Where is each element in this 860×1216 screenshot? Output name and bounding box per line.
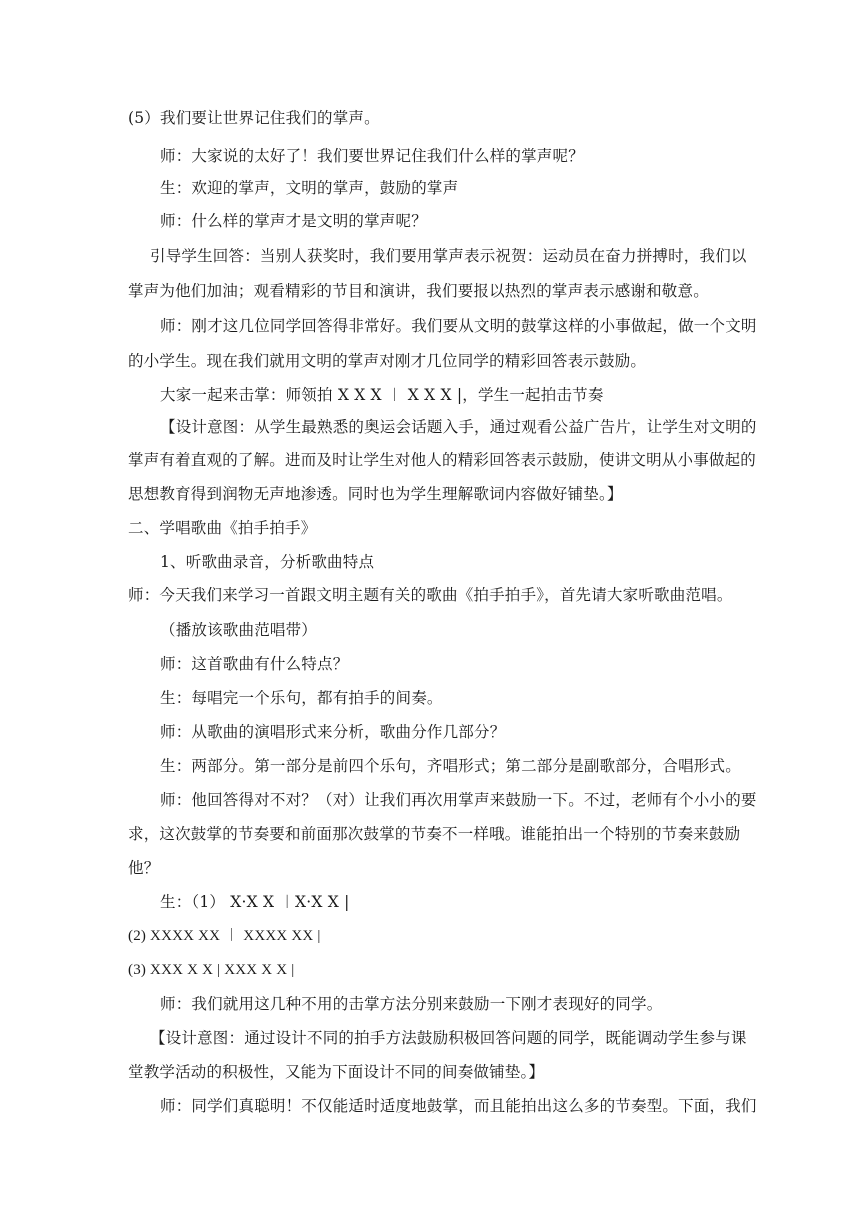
text-line: 求，这次鼓掌的节奏要和前面那次鼓掌的节奏不一样哦。谁能拍出一个特别的节奏来鼓励: [128, 825, 741, 843]
text-line: 师：同学们真聪明！不仅能适时适度地鼓掌，而且能拍出这么多的节奏型。下面，我们: [160, 1097, 757, 1115]
text-line: 师：大家说的太好了！我们要世界记住我们什么样的掌声呢？: [160, 147, 584, 165]
rhythm-line: (2) XXXX XX ︱ XXXX XX |: [128, 928, 321, 944]
text-line: 掌声为他们加油；观看精彩的节目和演讲，我们要报以热烈的掌声表示感谢和敬意。: [128, 282, 709, 300]
text-line: 师：什么样的掌声才是文明的掌声呢？: [160, 212, 427, 230]
subsection-heading: 1、听歌曲录音，分析歌曲特点: [160, 553, 375, 571]
rhythm-line: (3) XXX X X | XXX X X |: [128, 962, 295, 978]
text-line: 掌声有着直观的了解。进而及时让学生对他人的精彩回答表示鼓励，使讲文明从小事做起的: [128, 451, 757, 469]
text-line: 他？: [128, 859, 160, 877]
text-line: 师：他回答得对不对？（对）让我们再次用掌声来鼓励一下。不过，老师有个小小的要: [160, 791, 757, 809]
section-heading: 二、学唱歌曲《拍手拍手》: [128, 519, 317, 537]
text-line: （播放该歌曲范唱带）: [160, 621, 318, 639]
text-line: 的小学生。现在我们就用文明的掌声对刚才几位同学的精彩回答表示鼓励。: [128, 352, 647, 370]
text-line: 生：两部分。第一部分是前四个乐句，齐唱形式；第二部分是副歌部分，合唱形式。: [160, 757, 741, 775]
text-line: 生：欢迎的掌声，文明的掌声，鼓励的掌声: [160, 179, 459, 197]
text-line: 师：今天我们来学习一首跟文明主题有关的歌曲《拍手拍手》，首先请大家听歌曲范唱。: [128, 586, 733, 604]
text-line: 师：这首歌曲有什么特点？: [160, 655, 349, 673]
text-line: 堂教学活动的积极性，又能为下面设计不同的间奏做铺垫。】: [128, 1063, 545, 1081]
text-line: 师：刚才这几位同学回答得非常好。我们要从文明的鼓掌这样的小事做起，做一个文明: [160, 317, 757, 335]
rhythm-line: 生：（1） X·X X ︱X·X X |: [160, 893, 350, 911]
text-line: 师：从歌曲的演唱形式来分析，歌曲分作几部分？: [160, 723, 506, 741]
text-line: 生：每唱完一个乐句，都有拍手的间奏。: [160, 689, 443, 707]
text-line: (5）我们要让世界记住我们的掌声。: [128, 109, 380, 127]
text-line: 思想教育得到润物无声地渗透。同时也为学生理解歌词内容做好铺垫。】: [128, 485, 623, 503]
text-line: 【设计意图：通过设计不同的拍手方法鼓励积极回答问题的同学，既能调动学生参与课: [150, 1029, 747, 1047]
text-line: 【设计意图：从学生最熟悉的奥运会话题入手，通过观看公益广告片，让学生对文明的: [160, 418, 757, 436]
text-line: 引导学生回答：当别人获奖时，我们要用掌声表示祝贺：运动员在奋力拼搏时，我们以: [150, 247, 747, 265]
text-line: 师：我们就用这几种不用的击掌方法分别来鼓励一下刚才表现好的同学。: [160, 995, 663, 1013]
text-line: 大家一起来击掌：师领拍 X X X ︱ X X X |，学生一起拍击节奏: [160, 386, 604, 404]
